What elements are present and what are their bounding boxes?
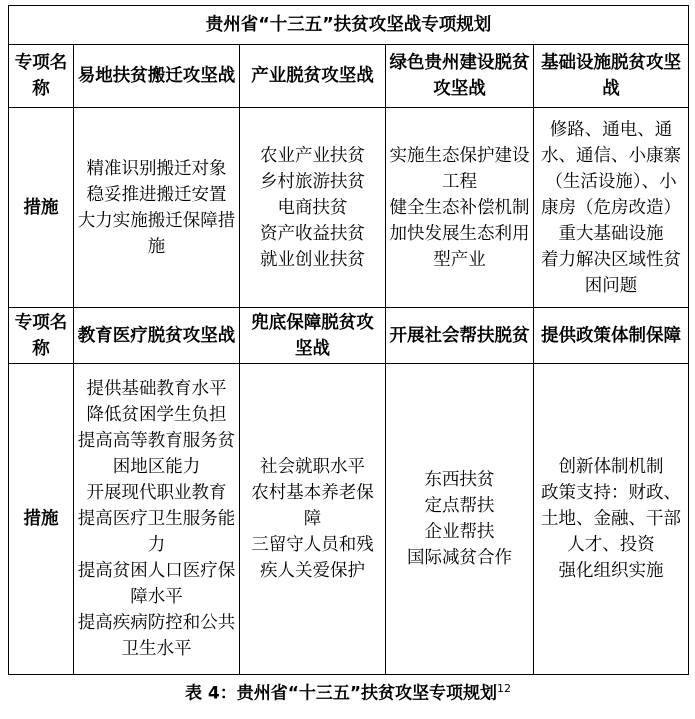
- measure-item: 资产收益扶贫: [260, 223, 365, 244]
- measure-item: 提高高等教育服务贫困地区能力: [77, 431, 236, 477]
- measure-item: 社会就职水平: [260, 457, 365, 477]
- measure-item: 企业帮扶: [424, 522, 495, 542]
- column-header: 易地扶贫搬迁攻坚战: [74, 45, 240, 108]
- table-caption: [8, 678, 688, 705]
- plan-table: [8, 5, 689, 675]
- measures-cell: [74, 108, 240, 308]
- column-header: 开展社会帮扶脱贫: [386, 308, 534, 364]
- column-header: 教育医疗脱贫攻坚战: [74, 308, 240, 364]
- measure-item: 提高医疗卫生服务能力: [77, 509, 236, 555]
- measure-item: 电商扶贫: [277, 197, 348, 218]
- document: [8, 5, 688, 705]
- measure-item: 农村基本养老保障: [251, 483, 374, 529]
- measures-label-cell: 措施: [9, 364, 74, 675]
- measure-item: 健全生态补偿机制: [389, 197, 530, 218]
- header-label-cell: 专项名称: [9, 45, 74, 108]
- measure-item: 创新体制机制: [558, 457, 664, 477]
- measures-label-cell: 措施: [9, 108, 74, 308]
- column-header: 兜底保障脱贫攻坚战: [240, 308, 386, 364]
- column-header: 绿色贵州建设脱贫攻坚战: [386, 45, 534, 108]
- measure-item: 提高疾病防控和公共卫生水平: [77, 613, 236, 659]
- measures-cell: [240, 364, 386, 675]
- measures-row-2: [9, 364, 689, 675]
- measure-item: 三留守人员和残疾人关爱保护: [251, 535, 374, 581]
- measures-cell: [240, 108, 386, 308]
- measures-cell: [534, 108, 689, 308]
- measure-item: 定点帮扶: [424, 496, 495, 516]
- measures-cell: [534, 364, 689, 675]
- measure-item: 提高贫困人口医疗保障水平: [77, 561, 236, 607]
- measure-item: 农业产业扶贫: [260, 145, 365, 166]
- measure-item: 政策支持：财政、土地、金融、干部人才、投资: [541, 483, 681, 555]
- measure-item: 稳妥推进搬迁安置: [86, 184, 227, 205]
- measures-cell: [386, 108, 534, 308]
- measure-item: 修路、通电、通水、通信、小康寨（生活设施）、小康房（危房改造）: [541, 119, 681, 218]
- column-header: 产业脱贫攻坚战: [240, 45, 386, 108]
- measure-item: 强化组织实施: [558, 561, 664, 581]
- measure-item: 提供基础教育水平: [86, 379, 227, 399]
- column-header: 基础设施脱贫攻坚战: [534, 45, 689, 108]
- measure-item: 加快发展生态利用型产业: [389, 223, 530, 270]
- measures-row-1: [9, 108, 689, 308]
- measure-item: 着力解决区域性贫困问题: [541, 249, 681, 296]
- header-label-cell: 专项名称: [9, 308, 74, 364]
- measure-item: 就业创业扶贫: [260, 249, 365, 270]
- column-header: 提供政策体制保障: [534, 308, 689, 364]
- header-row-1: [9, 45, 689, 108]
- measure-item: 乡村旅游扶贫: [260, 171, 365, 192]
- measure-item: 大力实施搬迁保障措施: [77, 210, 236, 257]
- measure-item: 开展现代职业教育: [86, 483, 227, 503]
- footnote-marker: 12: [497, 682, 512, 695]
- measures-cell: [386, 364, 534, 675]
- caption-text: 表 4：贵州省“十三五”扶贫攻坚专项规划: [184, 683, 498, 704]
- table-title: 贵州省“十三五”扶贫攻坚战专项规划: [9, 6, 689, 45]
- measure-item: 实施生态保护建设工程: [389, 145, 530, 192]
- measure-item: 国际减贫合作: [407, 548, 512, 568]
- measure-item: 精准识别搬迁对象: [86, 158, 227, 179]
- measures-cell: [74, 364, 240, 675]
- measure-item: 降低贫困学生负担: [86, 405, 227, 425]
- measure-item: 东西扶贫: [424, 470, 495, 490]
- header-row-2: [9, 308, 689, 364]
- measure-item: 重大基础设施: [558, 223, 664, 244]
